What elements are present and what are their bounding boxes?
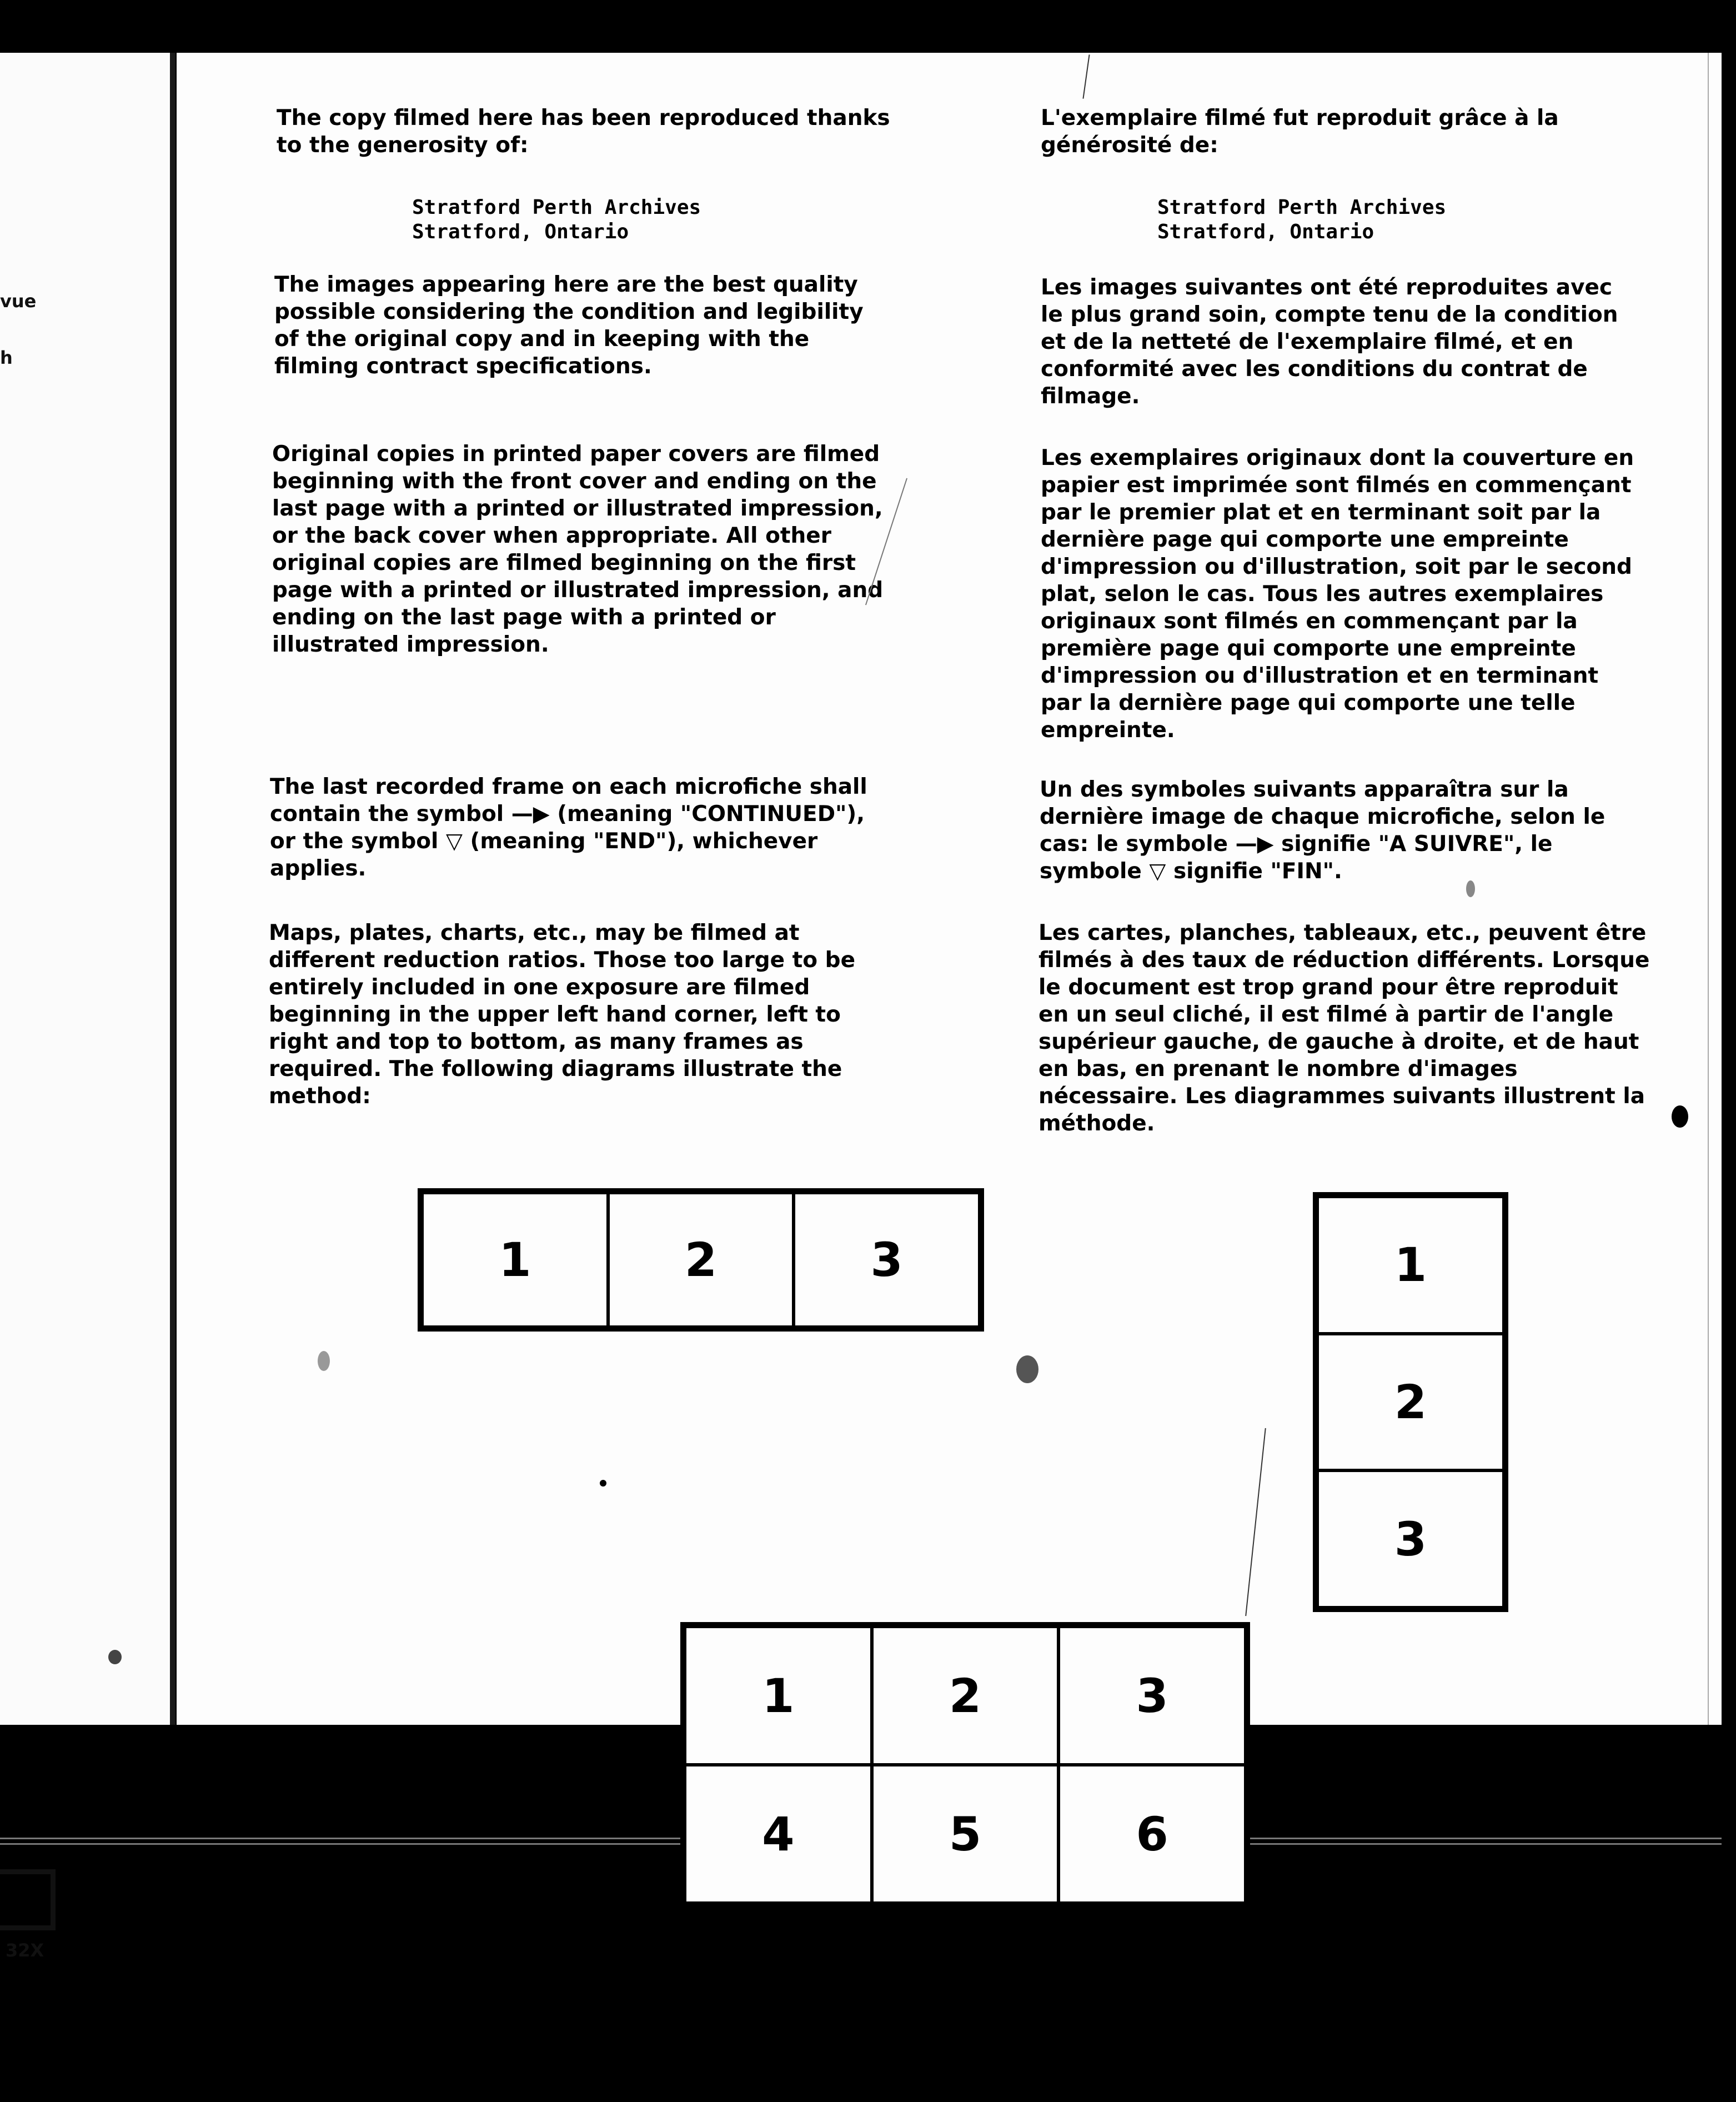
frame-divider [170, 53, 175, 1725]
french-symbols-text: Un des symboles suivants apparaîtra sur la dernière image de chaque microfiche, selon le cas: le symbole —▶ signifie "A SUIVRE", le symbole ▽ signifie "FIN". [1040, 777, 1605, 884]
french-credit-text: L'exemplaire filmé fut reproduit grâce à la générosité de: [1041, 106, 1559, 158]
diagram-grid-frame: 4 [685, 1765, 872, 1903]
english-credit-text: The copy filmed here has been reproduced thanks to the generosity of: [277, 106, 890, 158]
french-institution-location: Stratford, Ontario [1157, 221, 1374, 243]
diagram-vertical-frame: 3 [1317, 1470, 1504, 1608]
french-maps-text: Les cartes, planches, tableaux, etc., peuvent être filmés à des taux de réduction différents. Lorsque le document est trop grand pour être reproduit en un seul cliché, il est filmé à partir de l'angle supérieur gauche, de gauche à droite, et de haut en bas, en prenant le nombre d'images nécessaire. Les diagrammes suivants illustrent la méthode. [1038, 920, 1650, 1136]
diagram-grid [680, 1622, 1250, 1908]
scan-speck [600, 1480, 606, 1487]
french-institution [1157, 196, 1557, 244]
diagram-horizontal [418, 1188, 984, 1332]
english-covers-paragraph [272, 441, 889, 658]
scan-scratch [1708, 53, 1709, 1725]
strip-fragment-mark: h [0, 347, 13, 368]
diagram-grid-frame: 1 [685, 1626, 872, 1765]
english-credit-intro [277, 104, 910, 159]
english-maps-text: Maps, plates, charts, etc., may be filmed at different reduction ratios. Those too large to be entirely included in one exposure are filmed beginning in the upper left hand corner, left to right and top to bottom, as many frames as required. The following diagrams illustrate the method: [269, 920, 856, 1109]
french-quality-text: Les images suivantes ont été reproduites avec le plus grand soin, compte tenu de la condition et de la netteté de l'exemplaire filmé, et en conformité avec les conditions du contrat de filmage. [1041, 275, 1618, 409]
reduction-label: 32X [6, 1940, 44, 1961]
english-maps-paragraph [269, 919, 874, 1110]
french-covers-paragraph [1041, 444, 1646, 744]
french-symbols-paragraph [1040, 776, 1639, 885]
english-symbols-text: The last recorded frame on each microfiche shall contain the symbol —▶ (meaning "CONTINUED"), or the symbol ▽ (meaning "END"), whichever applies. [270, 774, 867, 881]
adjacent-frame-strip [0, 53, 172, 1961]
scan-speck [958, 1972, 965, 1980]
english-symbols-paragraph [270, 773, 875, 882]
french-quality-paragraph [1041, 274, 1640, 410]
english-institution-location: Stratford, Ontario [412, 221, 629, 243]
diagram-vertical-frame: 1 [1317, 1197, 1504, 1334]
diagram-grid-frame: 2 [872, 1626, 1059, 1765]
scan-speck [318, 1351, 330, 1371]
english-institution-name: Stratford Perth Archives [412, 196, 701, 219]
scan-speck [1494, 1733, 1499, 1739]
french-maps-paragraph [1038, 919, 1655, 1137]
diagram-grid-frame: 6 [1058, 1765, 1246, 1903]
french-covers-text: Les exemplaires originaux dont la couverture en papier est imprimée sont filmés en commençant par le premier plat et en terminant soit par la dernière page qui comporte une empreinte d'impression ou d'illustration, soit par le second plat, selon le cas. Tous les autres exemplaires originaux sont filmés en commençant par la première page qui comporte une empreinte d'impression ou d'illustration et en terminant par la dernière page qui comporte une telle empreinte. [1041, 446, 1634, 743]
scan-speck [1672, 1105, 1688, 1128]
strip-fragment-text: vue [0, 291, 37, 312]
reduction-box [0, 1869, 56, 1930]
diagram-horizontal-frame: 2 [608, 1193, 794, 1327]
english-quality-text: The images appearing here are the best quality possible considering the condition and legibility of the original copy and in keeping with the filming contract specifications. [274, 272, 864, 379]
french-credit-intro [1041, 104, 1629, 159]
french-institution-name: Stratford Perth Archives [1157, 196, 1447, 219]
scan-speck [1466, 880, 1475, 897]
diagram-horizontal-frame: 3 [794, 1193, 980, 1327]
diagram-vertical [1313, 1192, 1508, 1612]
scan-speck [1016, 1355, 1038, 1383]
diagram-grid-frame: 5 [872, 1765, 1059, 1903]
diagram-horizontal-frame: 1 [422, 1193, 608, 1327]
english-covers-text: Original copies in printed paper covers are filmed beginning with the front cover and ending on the last page with a printed or illustrated impression, or the back cover when appropriate. All other original copies are filmed beginning on the first page with a printed or illustrated impression, and ending on the last page with a printed or illustrated impression. [272, 442, 884, 657]
english-institution [412, 196, 812, 244]
scan-speck [108, 1650, 122, 1664]
english-quality-paragraph [274, 271, 891, 380]
diagram-grid-frame: 3 [1058, 1626, 1246, 1765]
diagram-vertical-frame: 2 [1317, 1334, 1504, 1471]
